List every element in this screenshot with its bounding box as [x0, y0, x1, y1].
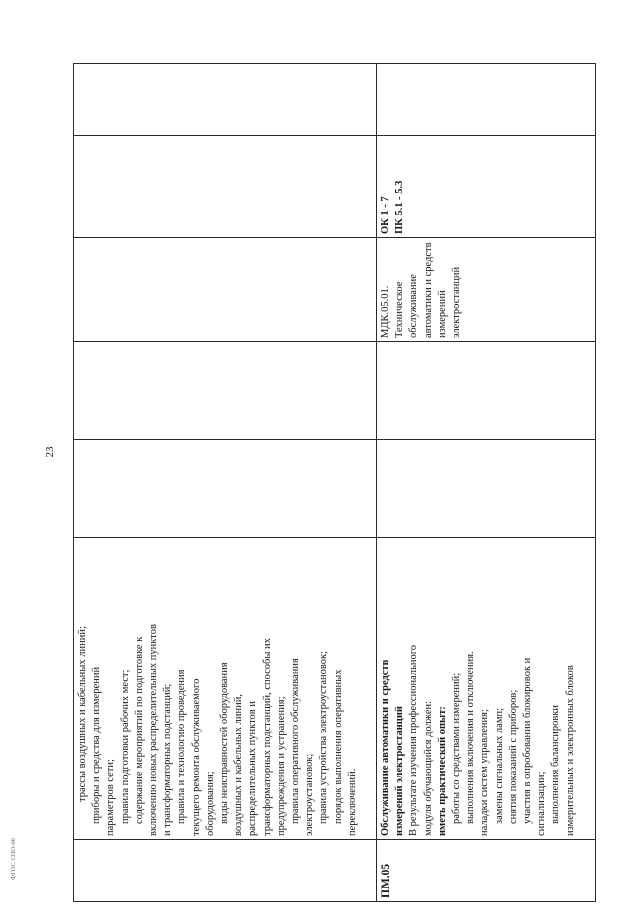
content-line: воздушных и кабельных линий,	[233, 694, 245, 836]
cell-content-previous	[74, 538, 377, 840]
cell-empty	[74, 342, 377, 440]
content-line: включению новых распределительных пунктов	[148, 624, 160, 836]
content-line: выполнения балансировки	[550, 704, 562, 824]
module-title-line: Обслуживание автоматики и средств	[380, 659, 391, 836]
content-line: правила оперативного обслуживания	[290, 658, 302, 824]
competency-pk: ПК 5.1 - 5.3	[394, 180, 406, 234]
module-title-line: измерений электростанций	[394, 706, 406, 836]
content-line: правила подготовки рабочих мест;	[119, 669, 131, 824]
cell-empty	[74, 238, 377, 342]
cell-empty	[74, 136, 377, 238]
content-line: измерительных и электронных блоков	[564, 665, 576, 836]
cell-content-pm05	[377, 538, 596, 840]
table-row-pm05	[377, 64, 596, 902]
mdk-line: Техническое	[394, 281, 406, 338]
content-line: снятия показаний с приборов;	[507, 689, 519, 824]
cell-competencies	[377, 136, 596, 238]
content-line: и трансформаторных подстанций;	[162, 683, 174, 836]
curriculum-table	[73, 63, 596, 902]
intro-line: модуля обучающийся должен:	[422, 700, 434, 836]
content-line: сигнализации;	[536, 771, 548, 836]
footer-code: ФГОС СПО-06	[10, 838, 17, 880]
practical-experience-list	[450, 541, 578, 836]
intro-line: В результате изучения профессионального	[408, 644, 420, 836]
content-line: переключений.	[346, 768, 358, 836]
content-line: распределительных пунктов и	[247, 700, 259, 836]
cell-empty	[74, 440, 377, 538]
cell-empty	[377, 342, 596, 440]
content-line: параметров сети;	[105, 759, 117, 836]
cell-module-code	[377, 840, 596, 902]
cell-empty	[377, 440, 596, 538]
must-have-label: иметь практический опыт:	[436, 706, 448, 836]
cell-code-empty	[74, 840, 377, 902]
content-line: правила и технологию проведения	[176, 669, 188, 824]
content-line: оборудования;	[204, 771, 216, 836]
mdk-line: электростанций	[451, 266, 463, 338]
content-line: трассы воздушных и кабельных линий;	[77, 626, 88, 802]
rotated-page	[73, 64, 595, 902]
mdk-line: обслуживание	[408, 274, 420, 338]
mdk-line: автоматики и средств	[422, 242, 434, 338]
content-line: виды неисправностей оборудования	[219, 662, 231, 824]
content-line: содержание мероприятий по подготовке к	[133, 636, 145, 824]
cell-mdk	[377, 238, 596, 342]
content-line: наладки систем управления;	[479, 709, 491, 836]
mdk-line: измерений	[436, 290, 448, 338]
content-line: приборы и средства для измерений	[91, 666, 103, 824]
cell-empty	[377, 64, 596, 136]
content-line: предупреждения и устранения;	[275, 696, 287, 836]
cell-empty	[74, 64, 377, 136]
content-line: участия в опробовании блокировок и	[522, 657, 534, 824]
content-line: работы со средствами измерений;	[451, 672, 463, 824]
content-line: текущего ремонта обслуживаемого	[190, 678, 202, 836]
competency-ok: ОК 1 - 7	[380, 196, 391, 234]
content-line: трансформаторных подстанций, способы их	[261, 638, 273, 836]
content-line: порядок выполнения оперативных	[332, 669, 344, 824]
content-line: выполнения включения и отключения.	[465, 651, 477, 824]
table-row-previous	[74, 64, 377, 902]
content-line: правила устройства электроустановок;	[318, 650, 330, 824]
page-number: 23	[44, 446, 56, 458]
mdk-line: МДК.05.01.	[380, 285, 391, 338]
content-line: замены сигнальных ламп;	[493, 707, 505, 824]
module-code: ПМ.05	[380, 863, 392, 898]
content-line: электроустановок;	[304, 753, 316, 836]
